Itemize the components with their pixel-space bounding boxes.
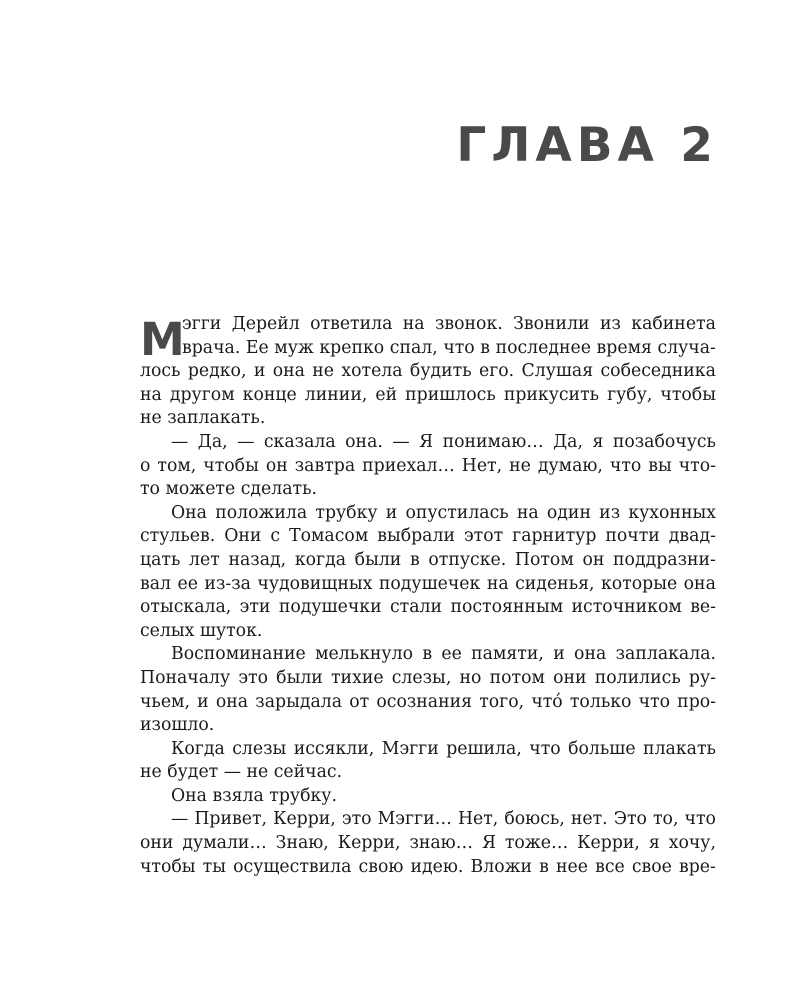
chapter-title: ГЛАВА 2 [456,118,718,173]
text-line: стульев. Они с Томасом выбрали этот гарнитур почти двад- [140,526,716,547]
text-line: не будет — не сейчас. [140,762,343,783]
body-text [140,313,716,879]
text-line: Воспоминание мелькнуло в ее памяти, и она заплакала. [171,644,716,665]
text-line: чтобы ты осуществила свою идею. Вложи в нее все свое вре- [140,856,716,877]
text-line: селых шуток. [140,620,263,641]
text-line: чьем, и она зарыдала от осознания того, чтó только что про- [140,691,716,712]
text-line: вал ее из-за чудовищных подушечек на сиденья, которые она [140,573,716,594]
text-line: цать лет назад, когда были в отпуске. Потом он поддразни- [140,549,716,570]
text-line: изошло. [140,715,215,736]
text-line: Она взяла трубку. [171,785,337,806]
text-line: Поначалу это были тихие слезы, но потом они полились ру- [140,667,716,688]
text-line: на другом конце линии, ей пришлось прикусить губу, чтобы [140,384,716,405]
text-line: — Привет, Керри, это Мэгги… Нет, боюсь, нет. Это то, что [171,809,716,830]
text-line: Она положила трубку и опустилась на один из кухонных [171,502,716,523]
text-line: — Да, — сказала она. — Я понимаю… Да, я позабочусь [171,431,716,452]
text-line: не заплакать. [140,408,266,429]
text-line: то можете сделать. [140,479,317,500]
text-line: врача. Ее муж крепко спал, что в последнее время случа- [182,337,716,358]
text-line: эгги Дерейл ответила на звонок. Звонили из кабинета [182,314,716,334]
text-line: о том, чтобы он завтра приехал… Нет, не думаю, что вы что- [140,455,716,476]
text-line: лось редко, и она не хотела будить его. Слушая собеседника [140,361,716,382]
text-line: Когда слезы иссякли, Мэгги решила, что больше плакать [171,738,716,759]
drop-cap: М [140,313,185,366]
text-line: отыскала, эти подушечки стали постоянным источником ве- [140,597,716,618]
text-line: они думали… Знаю, Керри, знаю… Я тоже… Керри, я хочу, [140,833,716,854]
